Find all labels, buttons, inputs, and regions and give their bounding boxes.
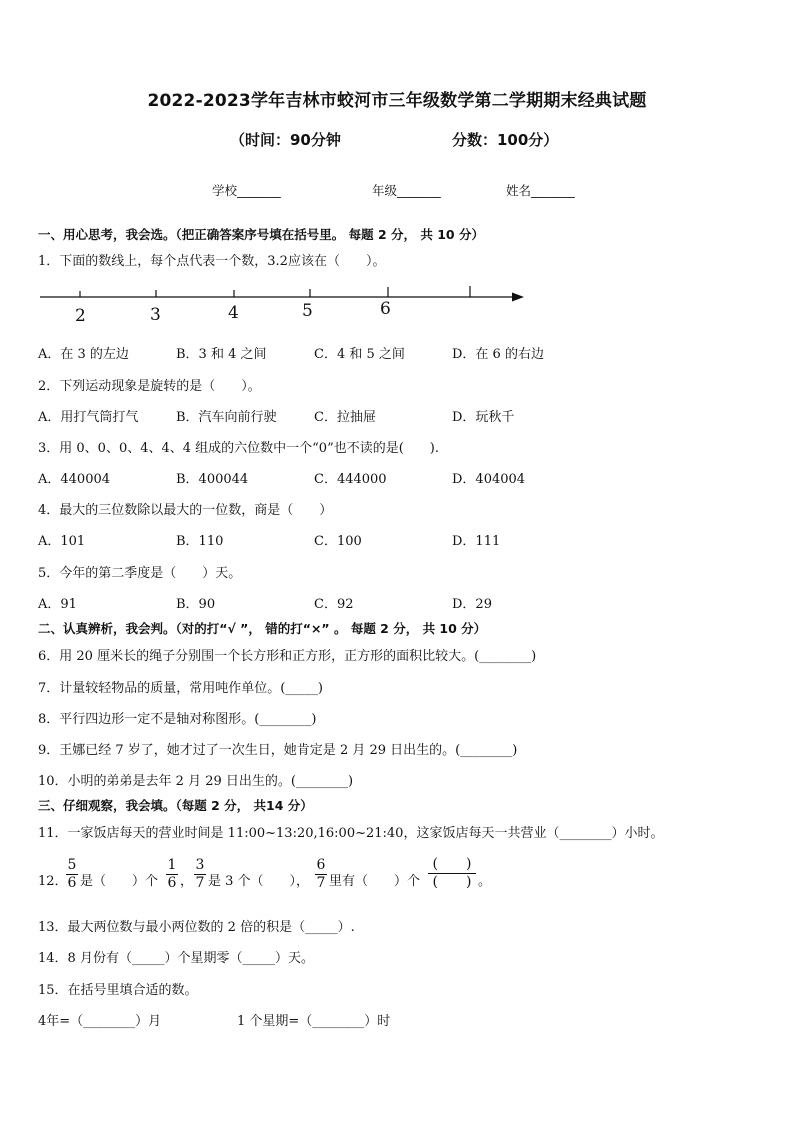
q2-option-d: D．玩秋千 xyxy=(452,410,515,425)
tick-label-5: 5 xyxy=(302,301,313,321)
q5-option-b: B．90 xyxy=(176,597,216,612)
fraction-denominator: 7 xyxy=(195,875,205,891)
q15-part-b: 1 个星期=（________）时 xyxy=(237,1014,391,1029)
score-label: 分数：100分） xyxy=(452,131,559,149)
question-6: 6．用 20 厘米长的绳子分别围一个长方形和正方形，正方形的面积比较大。(________) xyxy=(38,649,537,664)
fraction-5-6 xyxy=(66,858,78,891)
number-line xyxy=(38,280,528,330)
q12-text-4: 里有（ ）个 xyxy=(329,874,421,889)
q1-option-d: D．在 6 的右边 xyxy=(452,347,544,362)
question-10: 10．小明的弟弟是去年 2 月 29 日出生的。(________) xyxy=(38,774,354,789)
section-1-heading: 一、用心思考，我会选。（把正确答案序号填在括号里。 每题 2 分， 共 10 分） xyxy=(38,227,484,242)
question-15: 15．在括号里填合适的数。 xyxy=(38,983,198,998)
q4-option-b: B．110 xyxy=(176,534,224,549)
q2-option-c: C．拉抽屉 xyxy=(314,410,376,425)
q3-option-a: A．440004 xyxy=(38,472,111,487)
question-1: 1．下面的数线上，每个点代表一个数，3.2应该在（ ）。 xyxy=(38,254,386,269)
q1-option-b: B．3 和 4 之间 xyxy=(176,347,267,362)
q12-number: 12． xyxy=(38,874,68,889)
q4-option-a: A．101 xyxy=(38,534,86,549)
q5-option-c: C．92 xyxy=(314,597,354,612)
fraction-blank xyxy=(428,857,476,890)
q3-option-b: B．400044 xyxy=(176,472,249,487)
q4-option-d: D．111 xyxy=(452,534,501,549)
q3-option-d: D．404004 xyxy=(452,472,526,487)
q1-option-c: C．4 和 5 之间 xyxy=(314,347,405,362)
tick-label-4: 4 xyxy=(228,303,239,323)
fraction-denominator: 6 xyxy=(167,875,177,891)
tick-label-3: 3 xyxy=(150,305,161,325)
question-4: 4．最大的三位数除以最大的一位数，商是（ ） xyxy=(38,503,333,518)
question-13: 13．最大两位数与最小两位数的 2 倍的积是（_____）. xyxy=(38,920,355,935)
q4-option-c: C．100 xyxy=(314,534,362,549)
fraction-numerator: 6 xyxy=(316,857,326,873)
question-14: 14．8 月份有（_____）个星期零（_____）天。 xyxy=(38,951,314,966)
q1-option-a: A．在 3 的左边 xyxy=(38,347,129,362)
q2-option-a: A．用打气筒打气 xyxy=(38,410,139,425)
question-7: 7．计量较轻物品的质量，常用吨作单位。(_____) xyxy=(38,681,323,696)
tick-label-2: 2 xyxy=(75,306,86,326)
fraction-numerator: 3 xyxy=(195,857,205,873)
q5-option-a: A．91 xyxy=(38,597,77,612)
fraction-denominator: ( ) xyxy=(432,874,472,890)
section-3-heading: 三、仔细观察，我会填。（每题 2 分， 共14 分） xyxy=(38,798,313,813)
question-8: 8．平行四边形一定不是轴对称图形。(________) xyxy=(38,712,317,727)
fraction-numerator: ( ) xyxy=(432,856,472,872)
school-field: 学校_______ xyxy=(212,183,281,198)
question-3: 3．用 0、0、0、4、4、4 组成的六位数中一个“0”也不读的是( ). xyxy=(38,441,440,456)
page-title: 2022-2023学年吉林市蛟河市三年级数学第二学期期末经典试题 xyxy=(147,91,647,111)
question-5: 5．今年的第二季度是（ ）天。 xyxy=(38,566,242,581)
section-2-heading: 二、认真辨析，我会判。（对的打“√ ”， 错的打“×” 。 每题 2 分， 共 10 分） xyxy=(38,621,487,636)
grade-field: 年级_______ xyxy=(372,183,441,198)
number-line-arrow xyxy=(512,293,524,302)
fraction-denominator: 7 xyxy=(316,875,326,891)
fraction-1-6 xyxy=(166,858,178,891)
fraction-3-7 xyxy=(194,858,206,891)
question-9: 9．王娜已经 7 岁了，她才过了一次生日，她肯定是 2 月 29 日出生的。(________) xyxy=(38,743,518,758)
q12-text-5: 。 xyxy=(478,874,492,889)
time-label: （时间：90分钟 xyxy=(230,131,341,149)
q5-option-d: D．29 xyxy=(452,597,492,612)
tick-label-6: 6 xyxy=(380,299,391,319)
q12-text-2: ， xyxy=(180,874,194,889)
question-11: 11．一家饭店每天的营业时间是 11:00~13:20,16:00~21:40，这家饭店每天一共营业（________）小时。 xyxy=(38,826,664,841)
fraction-6-7 xyxy=(315,858,327,891)
q12-text-1: 是（ ）个 xyxy=(80,874,159,889)
question-2: 2．下列运动现象是旋转的是（ ）。 xyxy=(38,379,261,394)
fraction-numerator: 1 xyxy=(167,857,177,873)
fraction-denominator: 6 xyxy=(67,875,77,891)
q15-part-a: 4年=（________）月 xyxy=(38,1014,162,1029)
q2-option-b: B．汽车向前行驶 xyxy=(176,410,277,425)
q3-option-c: C．444000 xyxy=(314,472,387,487)
name-field: 姓名_______ xyxy=(506,183,575,198)
fraction-numerator: 5 xyxy=(67,857,77,873)
q12-text-3: 是 3 个（ ）， xyxy=(208,874,310,889)
